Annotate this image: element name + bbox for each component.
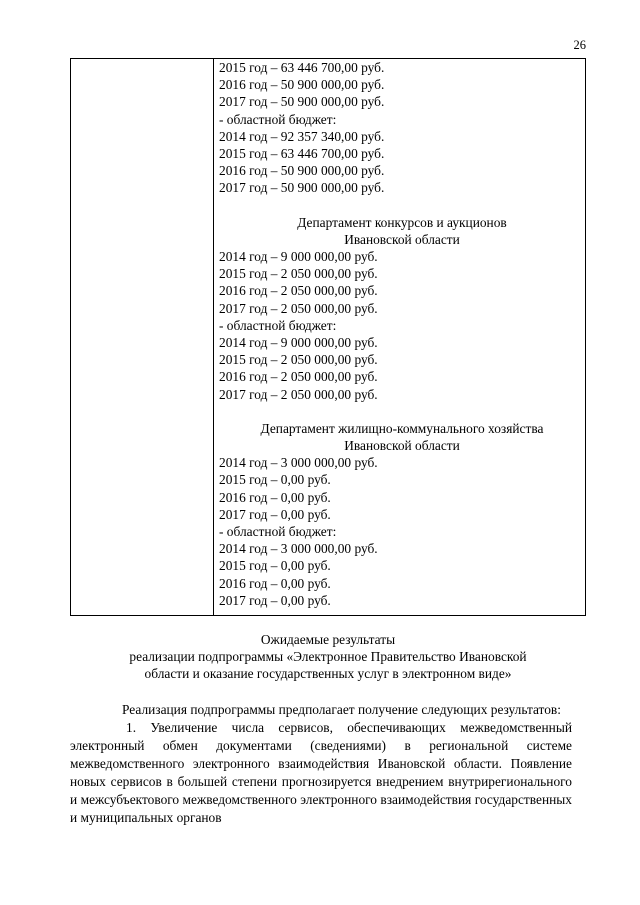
budget-line: 2015 год – 2 050 000,00 руб. xyxy=(219,352,378,368)
budget-line: 2017 год – 50 900 000,00 руб. xyxy=(219,180,385,196)
page-number: 26 xyxy=(573,38,586,52)
budget-line: 2016 год – 0,00 руб. xyxy=(219,489,331,505)
budget-line: 2017 год – 2 050 000,00 руб. xyxy=(219,300,378,316)
budget-line: 2014 год – 9 000 000,00 руб. xyxy=(219,335,378,351)
result-item-1: 1. Увеличение числа сервисов, обеспечивающих межведомственный электронный обмен документами (сведениями) в региональной системе межведомственного электронного взаимодействия Ивановской области. Появление новых сервисов в большей степени прогнозируется внедрением внутрирегионального и межсубъектового межведомственного электронного взаимодействия государственных и муниципальных органов xyxy=(70,720,572,825)
budget-line: - областной бюджет: xyxy=(219,317,337,333)
table-left-column xyxy=(71,59,214,615)
results-body xyxy=(70,701,572,827)
budget-line: 2017 год – 50 900 000,00 руб. xyxy=(219,94,385,110)
budget-table xyxy=(70,58,586,616)
intro-paragraph: Реализация подпрограммы предполагает получение следующих результатов: xyxy=(122,702,561,717)
department-title: Ивановской области xyxy=(344,231,460,247)
budget-line: 2014 год – 3 000 000,00 руб. xyxy=(219,541,378,557)
budget-line: 2017 год – 0,00 руб. xyxy=(219,592,331,608)
department-title: Ивановской области xyxy=(344,438,460,454)
budget-line: 2016 год – 50 900 000,00 руб. xyxy=(219,77,385,93)
budget-line: 2014 год – 9 000 000,00 руб. xyxy=(219,249,378,265)
budget-line: 2016 год – 0,00 руб. xyxy=(219,575,331,591)
budget-line: 2014 год – 3 000 000,00 руб. xyxy=(219,455,378,471)
results-heading-line: Ожидаемые результаты xyxy=(260,632,396,647)
budget-line: - областной бюджет: xyxy=(219,524,337,540)
budget-line: 2016 год – 2 050 000,00 руб. xyxy=(219,369,378,385)
table-right-column xyxy=(214,59,585,615)
results-heading-line: области и оказание государственных услуг в электронном виде» xyxy=(144,666,512,682)
budget-line: 2015 год – 63 446 700,00 руб. xyxy=(219,60,385,75)
budget-line: 2016 год – 50 900 000,00 руб. xyxy=(219,163,385,179)
budget-line: 2015 год – 0,00 руб. xyxy=(219,558,331,574)
department-title: Департамент конкурсов и аукционов xyxy=(297,214,507,230)
budget-line: - областной бюджет: xyxy=(219,111,337,127)
budget-line: 2017 год – 0,00 руб. xyxy=(219,506,331,522)
budget-line: 2017 год – 2 050 000,00 руб. xyxy=(219,386,378,402)
budget-line: 2015 год – 0,00 руб. xyxy=(219,472,331,488)
results-heading-line: реализации подпрограммы «Электронное Правительство Ивановской xyxy=(129,649,527,665)
budget-line: 2016 год – 2 050 000,00 руб. xyxy=(219,283,378,299)
budget-line: 2015 год – 63 446 700,00 руб. xyxy=(219,146,385,162)
budget-line: 2015 год – 2 050 000,00 руб. xyxy=(219,266,378,282)
department-title: Департамент жилищно-коммунального хозяйства xyxy=(260,420,544,436)
budget-line: 2014 год – 92 357 340,00 руб. xyxy=(219,128,385,144)
results-heading xyxy=(70,631,586,683)
